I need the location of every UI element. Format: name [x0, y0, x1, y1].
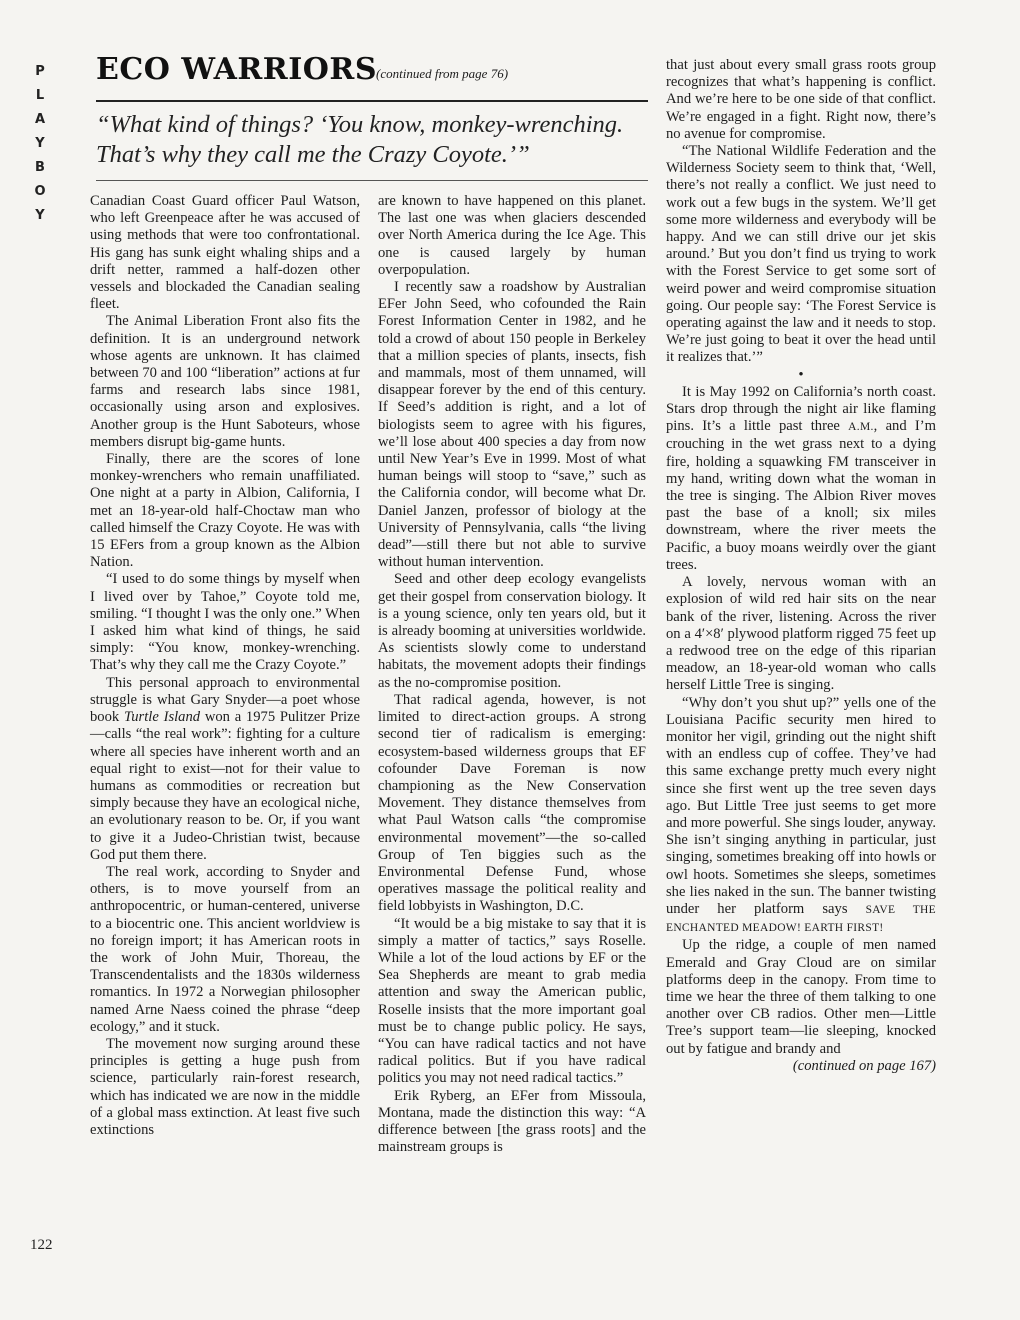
paragraph-text: “Why don’t you shut up?” yells one of the Louisiana Pacific security men hired to monitor her vigil, grinding out the night shift with an endless cup of coffee. They’ve had this same exchange pretty much every night since she first went up the tree seven days ago. But Little Tree just seems to get more and more powerful. She sings louder, anyway. She isn’t singing anything in particular, just singing, sometimes breaking off into howls or owl hoots. Sometimes she sleeps, sometimes she lies naked in the sun. The banner twisting under her platform says — [666, 694, 936, 917]
page-number: 122 — [30, 1237, 53, 1253]
paragraph: Up the ridge, a couple of men named Emerald and Gray Cloud are on similar platforms deep in the canopy. From time to time we hear the three of them talking to one another over CB radios. Other men—Little Tree’s support team—lie sleeping, knocked out by fatigue and brandy and — [666, 937, 936, 1057]
paragraph: I recently saw a roadshow by Australian EFer John Seed, who cofounded the Rain Forest Information Center in 1982, and he told a crowd of about 150 people in Berkeley that a million species of plants, insects, fish and mammals, most of them unnamed, will disappear forever by the end of this century. If Seed’s addition is right, and a lot of biologists seem to agree with his figures, we’ll lose about 400 species a day from now until New Year’s Eve in 1999. Most of what human beings will stoop to “save,” such as the California condor, will become what Dr. Daniel Janzen, professor of biology at the University of Pennsylvania, calls “the living dead”—still there but not able to survive without human intervention. — [378, 279, 646, 571]
continued-on-note: (continued on page 167) — [792, 1057, 936, 1074]
paragraph: “I used to do some things by myself when I lived over by Tahoe,” Coyote told me, smiling. “I thought I was the only one.” When I asked him what kind of things, he said simply: “You know, monkey-wrenching. That’s why they call me the Crazy Coyote.” — [90, 571, 360, 674]
paragraph: are known to have happened on this planet. The last one was when glaciers descended over North America during the Ice Age. This one is caused largely by human overpopulation. — [378, 193, 646, 278]
paragraph: that just about every small grass roots group recognizes that what’s happening is conflict. And we’re here to be one side of that conflict. We’re engaged in a fight. Right now, there’s no avenue for compromise. — [666, 57, 936, 142]
paragraph: Canadian Coast Guard officer Paul Watson, who left Greenpeace after he was accused of using methods that were too confrontational. His gang has sunk eight whaling ships and a drift netter, rammed a half-dozen other vessels and blockaded the Canadian sealing fleet. — [90, 193, 360, 313]
pull-quote: “What kind of things? ‘You know, monkey-wrenching. That’s why they call me the Crazy Coyote.’” — [96, 111, 624, 168]
paragraph: The real work, according to Snyder and others, is to move yourself from an anthropocentric, or human-centered, universe to a biocentric one. This ancient worldview is no foreign import; it has American roots in the work of John Muir, Thoreau, the Transcendentalists and the 1830s wilderness romantics. In 1972 a Norwegian philosopher named Arne Naess coined the phrase “deep ecology,” and it stuck. — [90, 863, 360, 1035]
paragraph: Seed and other deep ecology evangelists get their gospel from conservation biology. It is a young science, only ten years old, but it is already booming at universities worldwide. As scientists slowly come to understand habitats, the movement adopts their findings as the no-compromise position. — [378, 571, 646, 691]
brand-letter: P — [35, 64, 45, 79]
paragraph: “The National Wildlife Federation and the Wilderness Society seem to think that, ‘Well, there’s not really a conflict. We just need to work out a few bugs in the system. We’ll get some more wilderness and everybody will be happy. And we can still drive our jet skis around.’ But you don’t find us trying to work with the Forest Service to get some sort of weird power and weird compromise situation going. Our people say: ‘The Forest Service is operating against the law and it needs to stop. We’re just going to beat it over the head until it realizes that.’” — [666, 143, 936, 366]
paragraph: A lovely, nervous woman with an explosion of wild red hair sits on the near bank of the river, listening. Across the river on a 4′×8′ plywood platform rigged 75 feet up a redwood tree on the edge of this riparian meadow, an 18-year-old woman who calls herself Little Tree is singing. — [666, 574, 936, 694]
paragraph: The Animal Liberation Front also fits the definition. It is an underground network whose agents are unknown. It has claimed between 70 and 100 “liberation” actions at fur farms and research labs since 1981, occasionally using arson and explosives. Another group is the Hunt Saboteurs, whose members disrupt big-game hunts. — [90, 313, 360, 450]
paragraph-text: won a 1975 Pulitzer Prize—calls “the real work”: fighting for a culture where all species have inherent worth and an equal right to exist—not for their value to humans as commodities or recreation but simply because they have an ecological niche, an evolutionary reason to be. Or, if you want to give it a Judeo-Christian twist, because God put them there. — [90, 709, 360, 863]
paragraph — [90, 675, 360, 864]
paragraph-text: It is May 1992 on California’s north coast. Stars drop through the night air like flaming pins. It’s a little past three — [666, 383, 936, 435]
text-column-1 — [90, 193, 360, 1139]
brand-letter: Y — [35, 136, 45, 151]
magazine-brand-vertical — [26, 60, 54, 228]
pull-quote-rule — [96, 180, 648, 181]
paragraph — [666, 695, 936, 938]
text-column-2 — [378, 193, 646, 1156]
brand-letter: A — [34, 112, 46, 127]
time-abbrev: A.M. — [848, 421, 874, 434]
brand-letter: O — [34, 184, 46, 199]
paragraph: “It would be a big mistake to say that it is simply a matter of tactics,” says Roselle. While a lot of the loud actions by EF or the Sea Shepherds are meant to grab media attention and sway the American public, Roselle insists that the more important goal must be to change public policy. He says, “You can have radical tactics and not have radical politics. But if you have radical politics you may not need radical tactics.” — [378, 915, 646, 1087]
paragraph-text: This personal approach to environmental struggle is what Gary Snyder—a poet whose book — [90, 674, 360, 726]
brand-letter: L — [35, 88, 45, 103]
headline-rule — [96, 100, 648, 102]
paragraph: The movement now surging around these principles is getting a huge push from science, particularly rain-forest research, which has indicated we are now in the middle of a global mass extinction. At least five such extinctions — [90, 1035, 360, 1138]
brand-letter: Y — [35, 208, 45, 223]
article-headline: ECO WARRIORS — [96, 52, 377, 87]
book-title: Turtle Island — [123, 709, 201, 726]
section-break-bullet: • — [798, 366, 804, 383]
paragraph: Erik Ryberg, an EFer from Missoula, Montana, made the distinction this way: “A difference between [the grass roots] and the mainstream groups is — [378, 1087, 646, 1156]
paragraph-text: , and I’m crouching in the wet grass next to a dying fire, holding a squawking FM transceiver in my hand, writing down what the woman in the tree is singing. The Albion River moves past the base of a knoll; six miles downstream, where the river meets the Pacific, a buoy moans weirdly over the giant trees. — [666, 418, 936, 573]
banner-text: SAVE THE ENCHANTED MEADOW! EARTH FIRST! — [666, 903, 936, 935]
brand-letter: B — [35, 160, 45, 175]
continued-from-note: (continued from page 76) — [376, 66, 509, 81]
text-column-3 — [666, 57, 936, 1075]
paragraph — [666, 384, 936, 574]
paragraph: That radical agenda, however, is not limited to direct-action groups. A strong second tier of radicalism is emerging: ecosystem-based wilderness groups that EF cofounder Dave Foreman is now championing as the New Conservation Movement. They distance themselves from what Paul Watson calls “the compromise environmental movement”—the so-called Group of Ten biggies such as the Environmental Defense Fund, whose operatives massage the political reality and field lobbyists in Washington, D.C. — [378, 691, 646, 915]
paragraph: Finally, there are the scores of lone monkey-wrenchers who remain unaffiliated. One night at a party in Albion, California, I met an 18-year-old half-Choctaw man who called himself the Crazy Coyote. He was with 15 EFers from a group known as the Albion Nation. — [90, 451, 360, 571]
